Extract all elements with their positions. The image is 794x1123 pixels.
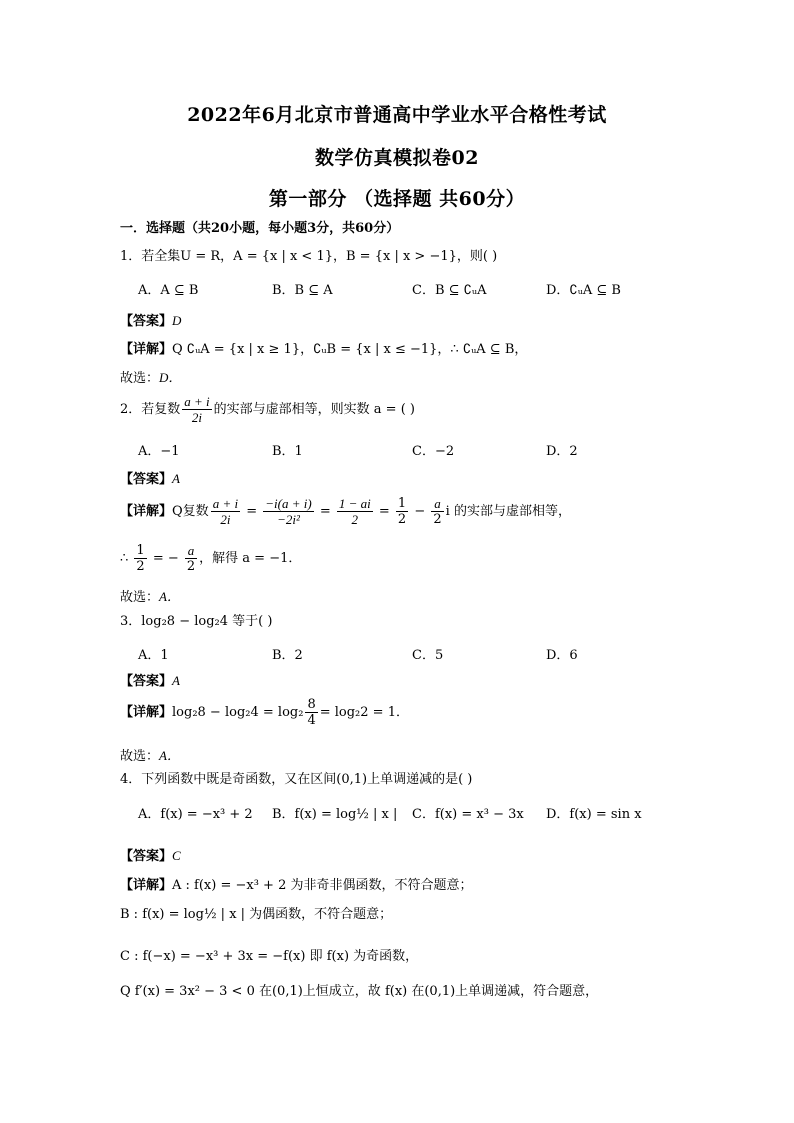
q1-detail-text: Q ∁ᵤA = {x | x ≥ 1}，∁ᵤB = {x | x ≤ −1}，∴ ∁ᵤA ⊆ B， <box>172 342 528 357</box>
frac-num: −i(a + i) <box>265 496 312 511</box>
exam-title: 2022年6月北京市普通高中学业水平合格性考试 <box>187 104 607 126</box>
q2-detail-pre: Q复数 <box>172 504 209 519</box>
frac-num: a + i <box>212 496 239 511</box>
q2-answer <box>120 468 180 487</box>
exam-subtitle: 数学仿真模拟卷02 <box>315 147 479 169</box>
q3-detail-pre: log₂8 − log₂4 = log₂ <box>172 705 304 720</box>
frac-num: 1 <box>397 496 407 511</box>
answer-label: 【答案】 <box>120 472 173 487</box>
q2-detail-frac2 <box>263 496 313 527</box>
q3-option-b: B．2 <box>272 648 303 663</box>
q4-answer-value: C <box>172 848 181 863</box>
q2-stem-post: 的实部与虚部相等，则实数 a = ( ) <box>213 402 415 417</box>
q2-stem <box>120 394 415 425</box>
q2-line2-post: ，解得 a = −1． <box>199 551 302 566</box>
frac-num: 1 − ai <box>338 496 371 511</box>
q2-detail-post: i 的实部与虚部相等， <box>445 504 571 519</box>
q3-answer-value: A <box>172 673 180 688</box>
q4-detail-1: A : f(x) = −x³ + 2 为非奇非偶函数，不符合题意； <box>172 878 473 893</box>
q2-choice-value: A． <box>159 589 180 604</box>
q2-line2-frac2 <box>185 543 197 574</box>
q3-detail <box>120 697 409 728</box>
q3-stem: 3．log₂8 − log₂4 等于( ) <box>120 614 273 629</box>
q1-option-d: D．∁ᵤA ⊆ B <box>546 283 621 298</box>
q2-fraction <box>182 394 211 425</box>
q1-choice-value: D． <box>159 370 182 385</box>
q2-detail-frac1 <box>211 496 240 527</box>
q3-detail-post: = log₂2 = 1． <box>319 705 409 720</box>
q2-option-b: B．1 <box>272 444 303 459</box>
q2-detail-frac5 <box>431 496 443 527</box>
frac-den: 4 <box>307 713 316 728</box>
q1-choice <box>120 367 181 386</box>
detail-label: 【详解】 <box>120 878 173 893</box>
q2-line2-frac1 <box>134 543 146 574</box>
detail-label: 【详解】 <box>120 705 173 720</box>
q4-detail <box>120 874 473 893</box>
q4-detail-3: C : f(−x) = −x³ + 3x = −f(x) 即 f(x) 为奇函数， <box>120 949 419 964</box>
q2-detail-frac3 <box>337 496 373 527</box>
q2-stem-pre: 2．若复数 <box>120 402 181 417</box>
frac-den: 2 <box>186 559 196 574</box>
choose-label: 故选： <box>120 590 160 605</box>
q1-option-a: A．A ⊆ B <box>138 283 199 298</box>
therefore-sign: ∴ <box>120 551 129 566</box>
q1-option-c: C．B ⊆ ∁ᵤA <box>412 283 487 298</box>
q2-frac-num: a + i <box>184 394 210 409</box>
detail-label: 【详解】 <box>120 342 173 357</box>
q2-detail: 【详解】Q复数 $\frac{a + i}{2i}$ = $\frac{-i(a + i)}{\text{−2i²}}$ = $\frac{1 - ai}{2}$ = $\frac{1}{2}$ − $\frac{a}{2}$ i 的实部与虚部相等， <box>120 496 571 527</box>
q3-option-d: D．6 <box>546 648 578 663</box>
q3-detail-frac <box>305 697 317 728</box>
frac-den: 2 <box>136 559 145 574</box>
q3-answer <box>120 670 180 689</box>
frac-den: 2 <box>351 512 359 527</box>
q2-option-c: C．−2 <box>412 444 455 459</box>
q4-detail-2: B : f(x) = log½ | x | 为偶函数，不符合题意； <box>120 907 393 922</box>
q2-option-a: A．−1 <box>138 444 180 459</box>
frac-num: a <box>185 543 197 559</box>
detail-label: 【详解】 <box>120 504 173 519</box>
q4-answer <box>120 845 181 864</box>
q1-answer-value: D <box>172 313 182 328</box>
q3-choice <box>120 745 180 764</box>
frac-den: 2i <box>220 512 231 527</box>
answer-label: 【答案】 <box>120 314 173 329</box>
q1-stem: 1．若全集U = R，A = {x | x < 1}，B = {x | x > −1}，则( ) <box>120 249 498 264</box>
q4-option-d: D．f(x) = sin x <box>546 807 642 822</box>
q3-option-c: C．5 <box>412 648 444 663</box>
q3-choice-value: A． <box>159 748 180 763</box>
q1-option-b: B．B ⊆ A <box>272 283 333 298</box>
q3-option-a: A．1 <box>138 648 169 663</box>
choose-label: 故选： <box>120 749 160 764</box>
choose-label: 故选： <box>120 371 160 386</box>
q2-choice <box>120 586 180 605</box>
q4-stem: 4．下列函数中既是奇函数，又在区间(0,1)上单调递减的是( ) <box>120 772 473 787</box>
answer-label: 【答案】 <box>120 674 173 689</box>
frac-num: 1 <box>136 543 145 558</box>
q1-answer <box>120 310 181 329</box>
q4-detail-4: Q f′(x) = 3x² − 3 < 0 在(0,1)上恒成立，故 f(x) 在(0,1)上单调递减，符合题意， <box>120 984 599 999</box>
answer-label: 【答案】 <box>120 849 173 864</box>
q1-detail <box>120 338 527 357</box>
q2-option-d: D．2 <box>546 444 578 459</box>
q2-frac-den: 2i <box>191 410 203 425</box>
q2-detail-line2: ∴ $\frac{1}{2}$ = − $\frac{a}{2}$ ，解得 a = −1． <box>120 543 302 574</box>
frac-den: 2 <box>397 512 407 527</box>
q2-answer-value: A <box>172 471 180 486</box>
frac-num: a <box>431 496 443 512</box>
q2-detail-frac4 <box>396 496 408 527</box>
frac-num: 8 <box>307 697 316 712</box>
part-heading: 第一部分 （选择题 共60分） <box>268 188 526 210</box>
q4-option-c: C．f(x) = x³ − 3x <box>412 807 524 822</box>
q4-option-a: A．f(x) = −x³ + 2 <box>138 807 253 822</box>
frac-den: −2i² <box>277 512 300 527</box>
frac-den: 2 <box>433 512 442 527</box>
section-heading: 一．选择题（共20小题，每小题3分，共60分） <box>120 221 400 236</box>
q4-option-b: B．f(x) = log½ | x | <box>272 807 398 822</box>
